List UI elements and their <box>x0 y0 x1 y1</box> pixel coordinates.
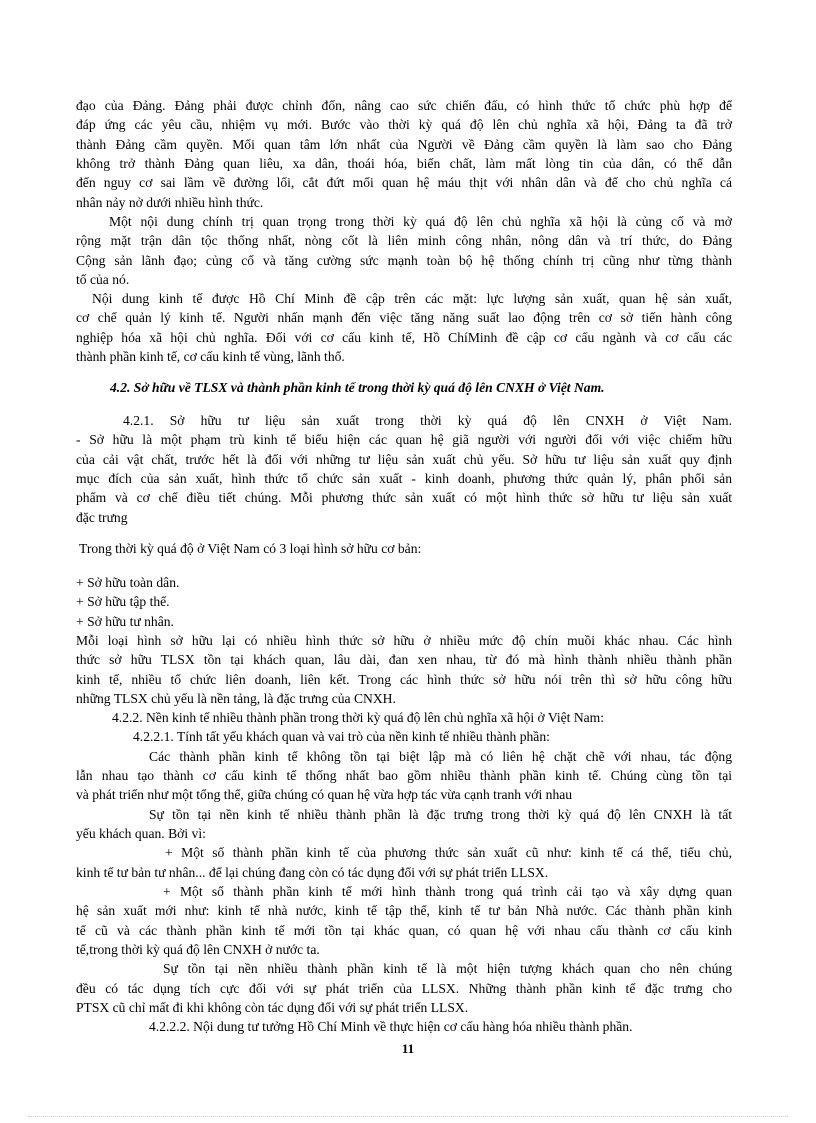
text-line: + Sở hữu tư nhân. <box>76 614 174 629</box>
text-line: nhân nảy nở dưới nhiều hình thức. <box>76 195 264 210</box>
text-line: - Sở hữu là một phạm trù kinh tế biểu hiện các quan hệ giã người với người đối với việc chiếm hữu <box>76 432 732 447</box>
text-line: 4.2.1. Sở hữu tư liệu sản xuất trong thời kỳ quá độ lên CNXH ở Việt Nam. <box>123 413 732 428</box>
text-line: 4.2.2. Nền kinh tế nhiều thành phần trong thời kỳ quá độ lên chủ nghĩa xã hội ở Việt Nam: <box>112 710 605 725</box>
text-line: nghiệp hóa xã hội chủ nghĩa. Đối với cơ cấu kinh tế, Hồ ChíMinh đề cập cơ cấu ngành và cơ cấu các <box>76 330 732 345</box>
text-line: Nội dung kinh tế được Hồ Chí Minh đề cập trên các mặt: lực lượng sản xuất, quan hệ sản xuất, <box>92 291 732 306</box>
text-line: PTSX cũ chỉ mất đi khi không còn tác dụng đối với sự phát triển LLSX. <box>76 1000 469 1015</box>
text-line: cơ chế quản lý kinh tế. Người nhấn mạnh đến việc tăng năng suất lao động trên cơ sở tiến hành công <box>76 310 732 325</box>
text-line: + Một số thành phần kinh tế mới hình thành trong quá trình cải tạo và xây dựng quan <box>163 884 732 899</box>
text-line: những TLSX chủ yếu là nền tảng, là đặc trưng của CNXH. <box>76 691 396 706</box>
page-bottom-rule <box>28 1116 788 1117</box>
text-line: đáp ứng các yêu cầu, nhiệm vụ mới. Bước vào thời kỳ quá độ lên chủ nghĩa xã hội, Đảng ta đã trở <box>76 117 732 132</box>
text-line: tế cũ và các thành phần kinh tế mới tồn tại khác quan, có quan hệ với nhau cấu thành cơ cấu kinh <box>76 923 732 938</box>
text-line: + Một số thành phần kinh tế của phương thức sản xuất cũ như: kinh tế cá thể, tiểu chủ, <box>165 845 732 860</box>
text-line: Cộng sản lãnh đạo; củng cố và tăng cường sức mạnh toàn bộ hệ thống chính trị cũng như từng thành <box>76 253 732 268</box>
text-line: 4.2.2.1. Tính tất yếu khách quan và vai trò của nền kinh tế nhiều thành phần: <box>133 729 550 744</box>
text-line: + Sở hữu tập thể. <box>76 594 170 609</box>
text-line: đạo của Đảng. Đảng phải được chỉnh đốn, nâng cao sức chiến đấu, có hình thức tổ chức phù hợp để <box>76 98 732 113</box>
text-line: thành phần kinh tế, cơ cấu kinh tế vùng, lãnh thổ. <box>76 349 345 364</box>
text-line: Sự tồn tại nền nhiều thành phần kinh tế là một hiện tượng khách quan cho nên chúng <box>163 961 732 976</box>
text-line: kinh tế, nhiều tổ chức liên doanh, liên kết. Trong các hình thức sở hữu nói trên thì sở hữu công hữu <box>76 672 732 687</box>
text-line: đều có tác dụng tích cực đối với sự phát triển của LLSX. Những thành phần kinh tế đặc trưng cho <box>76 981 732 996</box>
text-line: thức sở hữu TLSX tồn tại khách quan, lâu dài, đan xen nhau, từ đó mà hình thành nhiều thành phần <box>76 652 732 667</box>
text-line: kinh tế tư bản tư nhân... để lại chúng đang còn có tác dụng đối với sự phát triển LLSX. <box>76 865 549 880</box>
text-line: Các thành phần kinh tế không tồn tại biệt lập mà có liên hệ chặt chẽ với nhau, tác động <box>149 749 732 764</box>
text-line: Trong thời kỳ quá độ ở Việt Nam có 3 loại hình sở hữu cơ bản: <box>79 541 422 556</box>
text-line: Một nội dung chính trị quan trọng trong thời kỳ quá độ lên chủ nghĩa xã hội là củng cố và mở <box>109 214 732 229</box>
text-line: Mỗi loại hình sở hữu lại có nhiều hình thức sở hữu ở nhiều mức độ chín muồi khác nhau. Các hình <box>76 633 732 648</box>
text-line: không trở thành Đảng quan liêu, xa dân, thoái hóa, biến chất, làm mất lòng tin của dân, có thể dẫn <box>76 156 732 171</box>
text-line: lẫn nhau tạo thành cơ cấu kinh tế thống nhất bao gồm nhiều thành phần kinh tế. Chúng cùng tồn tại <box>76 768 732 783</box>
text-line: hệ sản xuất mới như: kinh tế nhà nước, kinh tế tập thể, kinh tế tư bản Nhà nước. Các thành phần kinh <box>76 903 732 918</box>
text-line: của cải vật chất, trước hết là đối với những tư liệu sản xuất chủ yếu. Sở hữu tư liệu sản xuất quy định <box>76 452 732 467</box>
text-line: yếu khách quan. Bởi vì: <box>76 826 206 841</box>
text-line: và phát triển như một tổng thể, giữa chúng có quan hệ vừa hợp tác vừa cạnh tranh với nhau <box>76 787 573 802</box>
text-line: phẩm và cơ chế điều tiết chúng. Mỗi phương thức sản xuất có một hình thức sở hữu tư liệu sản xuất <box>76 490 732 505</box>
text-line: đến nguy cơ sai lầm về đường lối, cắt đứt mối quan hệ máu thịt với nhân dân và để cho chủ nghĩa cá <box>76 175 732 190</box>
text-line: thành Đảng cầm quyền. Mối quan tâm lớn nhất của Người về Đảng cầm quyền là làm sao cho Đảng <box>76 137 732 152</box>
page-number: 11 <box>401 1041 415 1056</box>
text-line: đặc trưng <box>76 510 128 525</box>
section-heading: 4.2. Sở hữu về TLSX và thành phần kinh tế trong thời kỳ quá độ lên CNXH ở Việt Nam. <box>110 380 605 395</box>
text-line: tế,trong thời kỳ quá độ lên CNXH ở nước ta. <box>76 942 320 957</box>
text-line: 4.2.2.2. Nội dung tư tưởng Hồ Chí Minh về thực hiện cơ cấu hàng hóa nhiều thành phần. <box>149 1019 633 1034</box>
text-line: rộng mặt trận dân tộc thống nhất, nòng cốt là liên minh công nhân, nông dân và trí thức, do Đảng <box>76 233 732 248</box>
text-line: mục đích của sản xuất, hình thức tổ chức sản xuất - kinh doanh, phương thức quản lý, phân phối sản <box>76 471 732 486</box>
text-line: + Sở hữu toàn dân. <box>76 575 180 590</box>
text-line: Sự tồn tại nền kinh tế nhiều thành phần là đặc trưng trong thời kỳ quá độ lên CNXH là tất <box>149 807 732 822</box>
text-line: tố của nó. <box>76 272 130 287</box>
